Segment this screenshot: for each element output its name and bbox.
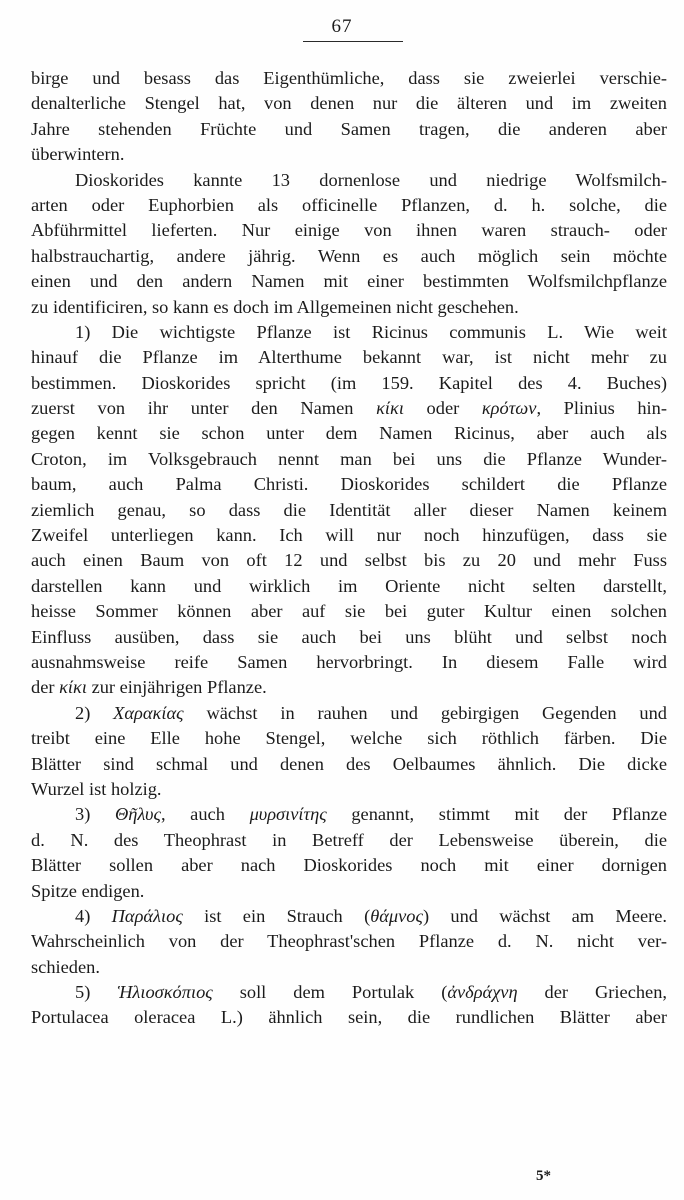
text-line: auch einen Baum von oft 12 und selbst bis zu 20 und mehr Fuss bbox=[31, 550, 667, 571]
paragraph-item-3 bbox=[31, 802, 667, 904]
text-line: überwintern. bbox=[31, 144, 125, 165]
text-line: zu identificiren, so kann es doch im Allgemeinen nicht geschehen. bbox=[31, 296, 519, 317]
text-line: arten oder Euphorbien als officinelle Pflanzen, d. h. solche, die bbox=[31, 194, 667, 215]
text-line: Zweifel unterliegen kann. Ich will nur noch hinzufügen, dass sie bbox=[31, 525, 667, 546]
greek-term: Θῆλυς bbox=[114, 804, 161, 825]
text-line: Dioskorides kannte 13 dornenlose und niedrige Wolfsmilch- bbox=[75, 169, 667, 190]
signature-mark: 5* bbox=[536, 1168, 551, 1184]
body-text bbox=[31, 66, 667, 1031]
text-line: darstellen kann und wirklich im Oriente nicht selten darstellt, bbox=[31, 575, 667, 596]
text-line: einen und den andern Namen mit einer bestimmten Wolfsmilchpflanze bbox=[31, 271, 667, 292]
text-line: ausnahmsweise reife Samen hervorbringt. In diesem Falle wird bbox=[31, 651, 667, 672]
text-line: Croton, im Volksgebrauch nennt man bei uns die Pflanze Wunder- bbox=[31, 448, 667, 469]
greek-term: μυρσινίτης bbox=[249, 804, 327, 825]
text-line: bestimmen. Dioskorides spricht (im 159. Kapitel des 4. Buches) bbox=[31, 372, 667, 393]
greek-term: κίκι bbox=[59, 677, 87, 698]
text-line: Portulacea oleracea L.) ähnlich sein, die rundlichen Blätter aber bbox=[31, 1007, 667, 1028]
paragraph-continued bbox=[31, 66, 667, 168]
paragraph-item-4 bbox=[31, 904, 667, 980]
greek-term: Χαρακίας bbox=[113, 702, 184, 723]
greek-term: Ἡλιοσκόπιος bbox=[117, 982, 213, 1003]
greek-term: ἀνδράχνη bbox=[447, 982, 518, 1003]
text-line: zuerst von ihr unter den Namen κίκι oder κρότων, Plinius hin- bbox=[31, 398, 667, 419]
text-line: Wurzel ist holzig. bbox=[31, 778, 162, 799]
greek-term: κρότων bbox=[481, 398, 537, 419]
greek-term: θάμνος bbox=[370, 905, 423, 926]
text-line: hinauf die Pflanze im Alterthume bekannt war, ist nicht mehr zu bbox=[31, 347, 667, 368]
text-line: ziemlich genau, so dass die Identität aller dieser Namen keinem bbox=[31, 499, 667, 520]
text-line: der κίκι zur einjährigen Pflanze. bbox=[31, 677, 267, 698]
text-line: 1) Die wichtigste Pflanze ist Ricinus communis L. Wie weit bbox=[75, 321, 667, 342]
text-line: d. N. des Theophrast in Betreff der Lebensweise überein, die bbox=[31, 829, 667, 850]
text-line: Einfluss ausüben, dass sie auch bei uns blüht und selbst noch bbox=[31, 626, 667, 647]
text-line: Blätter sollen aber nach Dioskorides noch mit einer dornigen bbox=[31, 855, 667, 876]
text-line: halbstrauchartig, andere jährig. Wenn es auch möglich sein möchte bbox=[31, 245, 667, 266]
text-line: Jahre stehenden Früchte und Samen tragen, die anderen aber bbox=[31, 118, 667, 139]
text-line: 4) Παράλιος ist ein Strauch (θάμνος) und wächst am Meere. bbox=[75, 905, 667, 926]
greek-term: Παράλιος bbox=[111, 905, 183, 926]
text-line: Wahrscheinlich von der Theophrast'schen Pflanze d. N. nicht ver- bbox=[31, 931, 667, 952]
paragraph-item-2 bbox=[31, 701, 667, 803]
text-line: gegen kennt sie schon unter dem Namen Ricinus, aber auch als bbox=[31, 423, 667, 444]
text-line: baum, auch Palma Christi. Dioskorides schildert die Pflanze bbox=[31, 474, 667, 495]
text-line: denalterliche Stengel hat, von denen nur die älteren und im zweiten bbox=[31, 93, 667, 114]
paragraph-dioskorides bbox=[31, 168, 667, 320]
page-number: 67 bbox=[331, 16, 353, 37]
paragraph-item-1 bbox=[31, 320, 667, 701]
text-line: Abführmittel lieferten. Nur einige von ihnen waren strauch- oder bbox=[31, 220, 667, 241]
text-line: heisse Sommer können aber auf sie bei guter Kultur einen solchen bbox=[31, 601, 667, 622]
text-line: Blätter sind schmal und denen des Oelbaumes ähnlich. Die dicke bbox=[31, 753, 667, 774]
text-line: birge und besass das Eigenthümliche, dass sie zweierlei verschie- bbox=[31, 68, 667, 88]
header-rule bbox=[303, 41, 403, 42]
text-line: Spitze endigen. bbox=[31, 880, 145, 901]
text-line: 3) Θῆλυς, auch μυρσινίτης genannt, stimmt mit der Pflanze bbox=[75, 804, 667, 825]
text-line: schieden. bbox=[31, 956, 100, 977]
text-line: 2) Χαρακίας wächst in rauhen und gebirgigen Gegenden und bbox=[75, 702, 667, 723]
text-line: 5) Ἡλιοσκόπιος soll dem Portulak (ἀνδράχνη der Griechen, bbox=[75, 982, 668, 1003]
paragraph-item-5 bbox=[31, 980, 667, 1031]
text-line: treibt eine Elle hohe Stengel, welche sich röthlich färben. Die bbox=[31, 728, 667, 749]
greek-term: κίκι bbox=[376, 398, 404, 419]
